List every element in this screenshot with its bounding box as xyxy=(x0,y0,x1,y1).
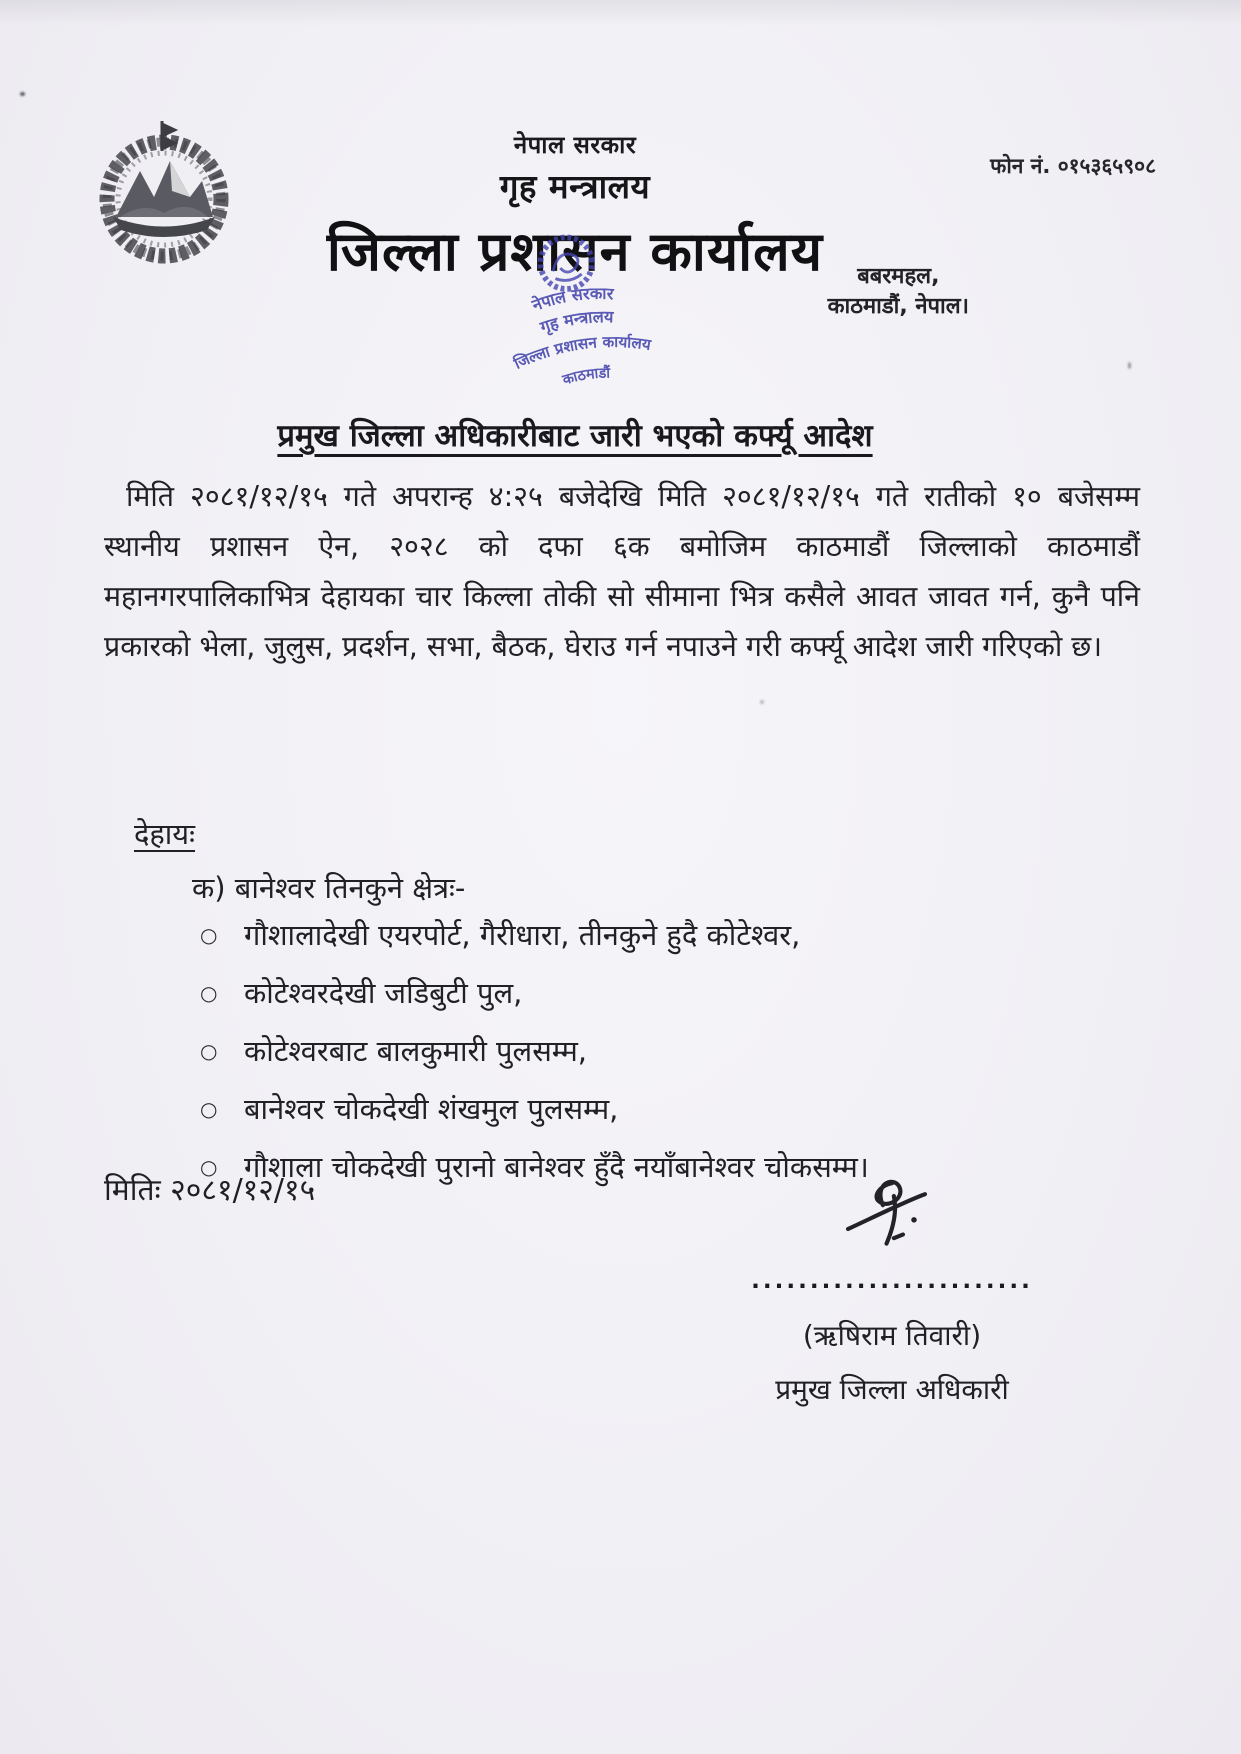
stamp-text-city: काठमाडौं xyxy=(560,365,611,389)
area-group-label: क) बानेश्वर तिनकुने क्षेत्रः- xyxy=(192,871,466,905)
office-address xyxy=(828,262,969,322)
signature-dotted-line: ........................ xyxy=(751,1268,1033,1294)
list-heading: देहायः xyxy=(134,817,195,851)
signature-icon xyxy=(837,1168,947,1268)
address-line-1: बबरमहल, xyxy=(857,264,940,289)
list-item: ○ गौशाला चोकदेखी पुरानो बानेश्वर हुँदै नयाँबानेश्वर चोकसम्म। xyxy=(200,1138,869,1196)
office-name: जिल्ला प्रशासन कार्यालय xyxy=(326,220,824,283)
list-item: ○ गौशालादेखी एयरपोर्ट, गैरीधारा, तीनकुने हुदै कोटेश्वर, xyxy=(200,906,869,964)
signature-block xyxy=(742,1168,1042,1408)
address-line-2: काठमाडौं, नेपाल। xyxy=(827,294,969,319)
list-item: ○ कोटेश्वरबाट बालकुमारी पुलसम्म, xyxy=(200,1022,869,1080)
stamp-text-ministry: गृह मन्त्रालय xyxy=(537,307,614,337)
stamp-text-office: जिल्ला प्रशासन कार्यालय xyxy=(511,332,653,373)
ministry-name: गृह मन्त्रालय xyxy=(499,167,651,206)
svg-text:काठमाडौं xyxy=(559,361,614,390)
scan-speck xyxy=(760,700,764,704)
boundary-list xyxy=(200,906,869,1196)
scan-speck xyxy=(1128,362,1131,369)
issue-date: मितिः २०८१/१२/१५ xyxy=(104,1173,316,1208)
scan-shadow xyxy=(0,0,1241,26)
scan-speck xyxy=(20,92,25,96)
signatory-name: (ऋषिराम तिवारी) xyxy=(802,1319,982,1352)
document-subject: प्रमुख जिल्ला अधिकारीबाट जारी भएको कर्फ्यू आदेश xyxy=(277,418,873,454)
stamp-text-government: नेपाल सरकार xyxy=(529,283,615,315)
list-item: ○ बानेश्वर चोकदेखी शंखमुल पुलसम्म, xyxy=(200,1080,869,1138)
government-name: नेपाल सरकार xyxy=(513,131,637,159)
list-item: ○ कोटेश्वरदेखी जडिबुटी पुल, xyxy=(200,964,869,1022)
office-stamp xyxy=(448,207,685,416)
phone-number: फोन नं. ०१५३६५९०८ xyxy=(990,154,1156,178)
signatory-title: प्रमुख जिल्ला अधिकारी xyxy=(775,1373,1009,1406)
order-body-paragraph: मिति २०८१/१२/१५ गते अपरान्ह ४:२५ बजेदेखि मिति २०८१/१२/१५ गते रातीको १० बजेसम्म स्थानीय प्रशासन ऐन, २०२८ को दफा ६क बमोजिम काठमाडौं जिल्लाको काठमाडौं महानगरपालिकाभित्र देहायका चार किल्ला तोकी सो सीमाना भित्र कसैले आवत जावत गर्न, कुनै पनि प्रकारको भेला, जुलुस, प्रदर्शन, सभा, बैठक, घेराउ गर्न नपाउने गरी कर्फ्यू आदेश जारी गरिएको छ। xyxy=(104,480,1140,663)
